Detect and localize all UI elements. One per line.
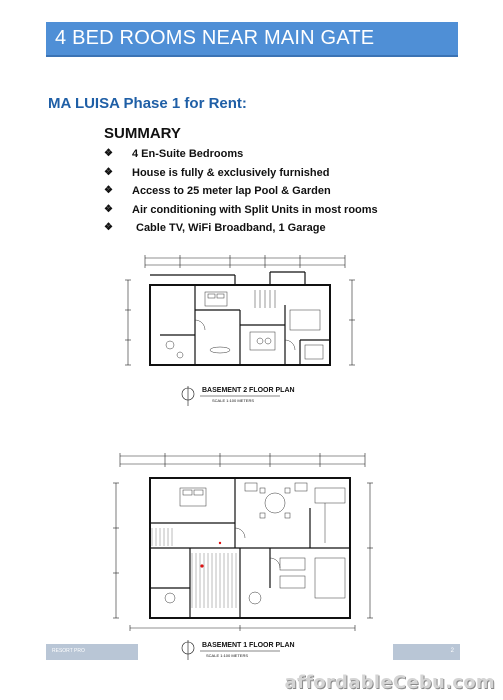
basement-1-floor-plan [110,448,375,663]
list-item-text: 4 En-Suite Bedrooms [132,148,244,160]
bullet-diamond-icon: ❖ [104,203,113,215]
list-item-text: Cable TV, WiFi Broadband, 1 Garage [136,222,326,234]
bullet-diamond-icon: ❖ [104,222,113,233]
bullet-diamond-icon: ❖ [104,166,113,178]
page-number: 2 [450,648,454,654]
floor-plan-scale: SCALE 1:100 METERS [212,398,255,403]
floor-plan-drawing [110,448,375,663]
list-item-text: Access to 25 meter lap Pool & Garden [132,185,331,197]
basement-2-floor-plan [120,250,360,415]
footer-bar-right [393,644,460,660]
page-title: 4 BED ROOMS NEAR MAIN GATE [55,27,375,49]
title-banner [46,22,458,57]
footer-bar-left [46,644,138,660]
bullet-diamond-icon: ❖ [104,185,113,196]
watermark-logo: affordableCebu.com [284,672,495,693]
list-item-text: Air conditioning with Split Units in most rooms [132,203,378,216]
summary-heading: SUMMARY [104,125,181,142]
footer-left-text: RESORT PRO [52,648,85,654]
bullet-diamond-icon: ❖ [104,148,113,159]
list-item-text: House is fully & exclusively furnished [132,166,330,179]
floor-plan-scale: SCALE 1:100 METERS [206,653,249,658]
listing-subtitle: MA LUISA Phase 1 for Rent: [48,95,247,112]
floor-plan-title: BASEMENT 1 FLOOR PLAN [202,642,295,649]
floor-plan-title: BASEMENT 2 FLOOR PLAN [202,387,295,394]
